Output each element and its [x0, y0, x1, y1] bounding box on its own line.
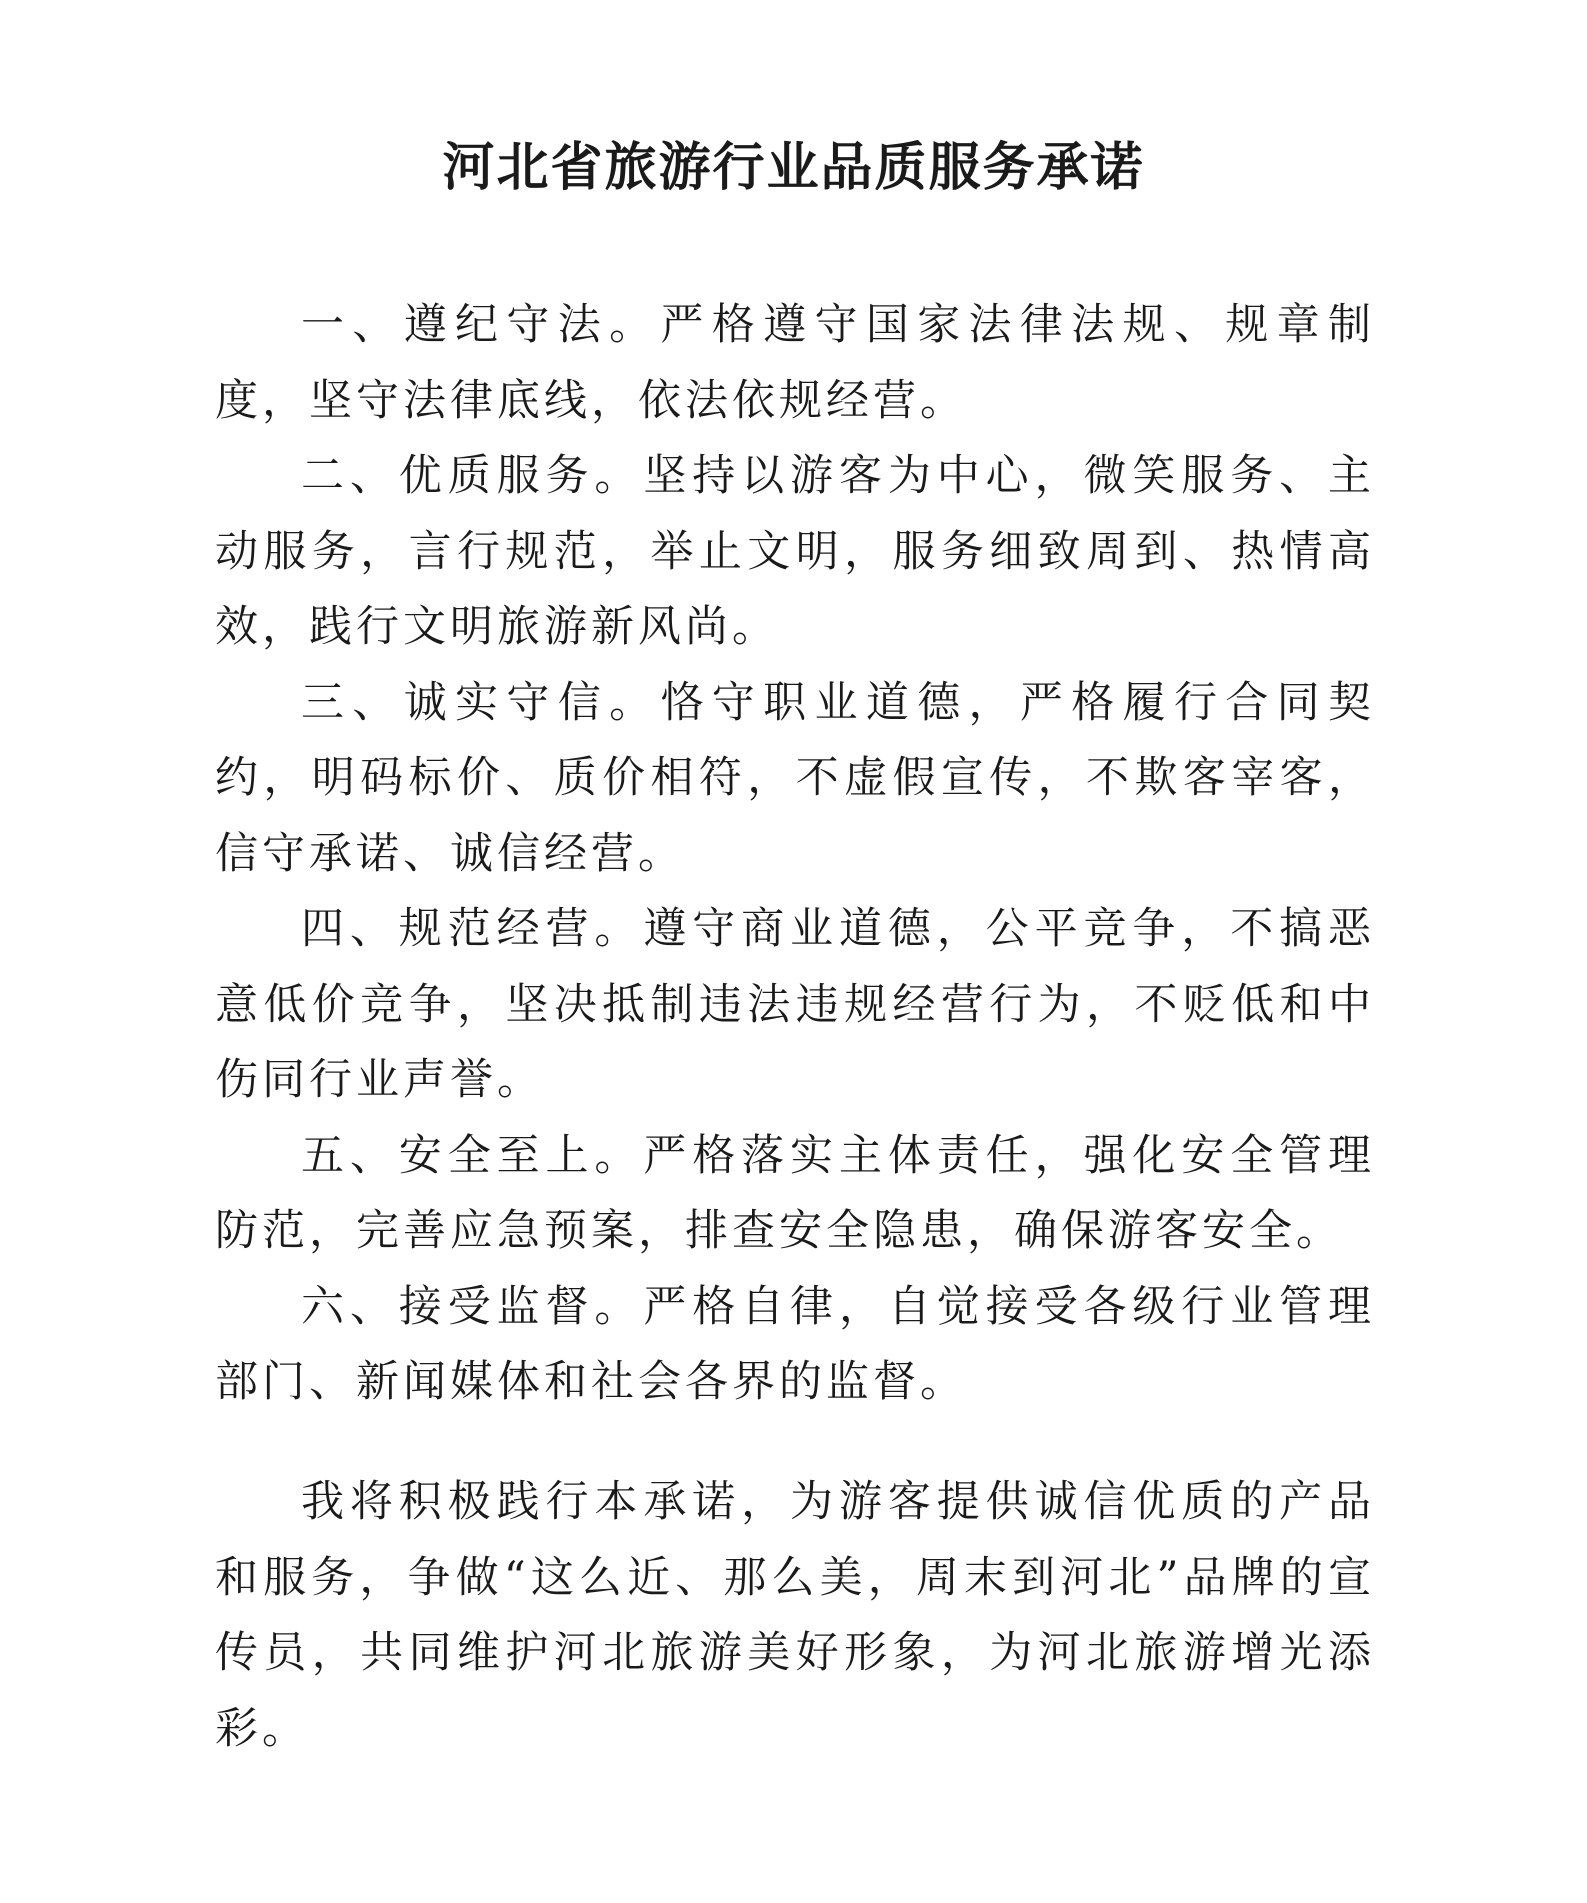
commitment-4: 四、规范经营。遵守商业道德，公平竞争，不搞恶意低价竞争，坚决抵制违法违规经营行为，不贬低和中伤同行业声誉。 [215, 904, 1375, 1105]
commitment-2: 二、优质服务。坚持以游客为中心，微笑服务、主动服务，言行规范，举止文明，服务细致周到、热情高效，践行文明旅游新风尚。 [215, 451, 1375, 652]
commitment-6: 六、接受监督。严格自律，自觉接受各级行业管理部门、新闻媒体和社会各界的监督。 [215, 1281, 1375, 1407]
closing-statement: 我将积极践行本承诺，为游客提供诚信优质的产品和服务，争做“这么近、那么美，周末到河北”品牌的宣传员，共同维护河北旅游美好形象，为河北旅游增光添彩。 [215, 1477, 1375, 1754]
document-title: 河北省旅游行业品质服务承诺 [442, 137, 1145, 198]
closing-statement-block [215, 1465, 1375, 1767]
commitment-5: 五、安全至上。严格落实主体责任，强化安全管理防范，完善应急预案，排查安全隐患，确保游客安全。 [215, 1130, 1375, 1256]
commitment-list [215, 288, 1375, 1421]
commitment-3: 三、诚实守信。恪守职业道德，严格履行合同契约，明码标价、质价相符，不虚假宣传，不欺客宰客，信守承诺、诚信经营。 [215, 677, 1375, 879]
commitment-1: 一、遵纪守法。严格遵守国家法律法规、规章制度，坚守法律底线，依法依规经营。 [215, 300, 1375, 426]
